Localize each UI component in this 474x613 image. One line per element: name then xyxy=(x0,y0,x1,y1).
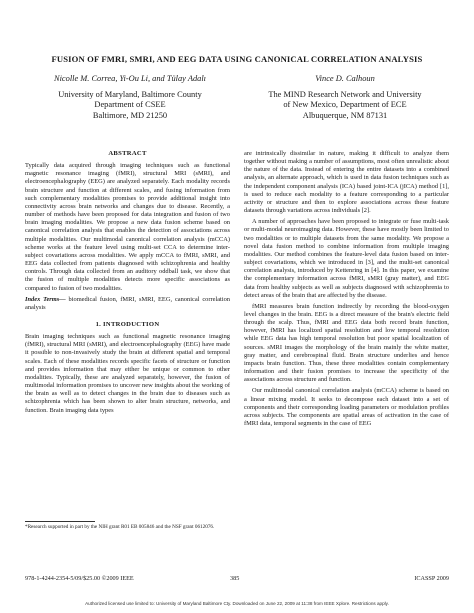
footer-page-number: 385 xyxy=(230,575,240,582)
index-terms xyxy=(25,296,230,312)
affiliation-left-1: University of Maryland, Baltimore County xyxy=(58,90,202,100)
authors-right xyxy=(245,74,445,121)
paper-title: FUSION OF FMRI, SMRI, AND EEG DATA USING CANONICAL CORRELATION ANALYSIS xyxy=(51,54,423,64)
affiliation-right-2: of New Mexico, Department of ECE xyxy=(283,100,407,110)
footer-conference: ICASSP 2009 xyxy=(414,575,449,582)
footer-isbn: 978-1-4244-2354-5/09/$25.00 ©2009 IEEE xyxy=(25,575,134,582)
right-paragraph-3: fMRI measures brain function indirectly by recording the blood-oxygen level changes in the brain. EEG is a direct measure of the brain's electric field through the scalp. Thus, fMRI and EEG data both record brain function, however, fMRI has localized spatial resolution and low temporal resolution while EEG data has high temporal resolution but poor spatial localization of sources. sMRI images the morphology of the brain mainly the white matter, gray matter, and cerebrospinal fluid. Brain structure underlies and hence impacts brain function. Thus, these three modalities contain complementary information and their fusion promises to increase the specificity of the associations across structure and function. xyxy=(244,302,449,384)
index-terms-label: Index Terms— xyxy=(25,295,66,303)
left-column xyxy=(25,150,230,415)
intro-left-text: Brain imaging techniques such as functional magnetic resonance imaging (fMRI), structural MRI (sMRI), and electroencephalography (EEG) have made it possible to non-invasively study the brain at different spatial and temporal scales. Each of these modalities records specific facets of structure or function and provides information that may either be unique or common to other modalities. Typically, these are analyzed separately, however, the fusion of multimodal information promises to uncover new insights about the working of the brain as well as to detect changes in the brain due to diseases such as schizophrenia which has been shown to alter brain structure, networks, and function. Brain imaging data types xyxy=(25,333,230,414)
footnote-rule xyxy=(25,521,95,522)
author-names-left: Nicolle M. Correa, Yi-Ou Li, and Tülay Adalı xyxy=(54,74,206,83)
right-paragraph-1: are intrinsically dissimilar in nature, making it difficult to analyze them together without making a number of assumptions, most often unrealistic about the nature of the data. Instead of entering the entire datasets into a combined analysis, an alternate approach, which is used in data fusion techniques such as the independent component analysis (ICA) based joint-ICA (jICA) method [1], is used to reduce each modality to a feature corresponding to a particular activity or structure and then to explore associations across these feature datasets through variations across individuals [2]. xyxy=(244,150,449,215)
affiliation-left-2: Department of CSEE xyxy=(94,100,166,110)
section-1-heading: 1. INTRODUCTION xyxy=(95,320,160,328)
right-column xyxy=(244,150,449,428)
index-terms-text: biomedical fusion, fMRI, sMRI, EEG, canonical correlation analysis xyxy=(25,295,230,311)
license-notice: Authorized licensed use limited to: University of Maryland Baltimore Cty. Downloaded on June 22, 2009 at 11:38 from IEEE Xplore. Restrictions apply. xyxy=(85,601,389,606)
affiliation-right-3: Albuquerque, NM 87131 xyxy=(302,110,388,120)
affiliation-left-3: Baltimore, MD 21250 xyxy=(92,110,168,120)
abstract-text: Typically data acquired through imaging techniques such as functional magnetic resonance imaging (fMRI), structural MRI (sMRI), and electroencephalography (EEG) are analyzed separately. Each modality records brain structure and function at different scales, and fusing information from such complementary modalities promises to provide additional insight into connectivity across brain networks and changes due to disease. Recently, a number of methods have been proposed for data integration and fusion of two brain imaging modalities. We propose a new data fusion scheme based on canonical correlation analysis that enables the detection of associations across multiple modalities. Our multimodal canonical correlation analysis (mCCA) scheme works at the feature level using multi-set CCA to determine inter-subject covariations across modalities. We apply mCCA to fMRI, sMRI, and EEG data collected from patients diagnosed with schizophrenia and healthy controls. Through data collected from an auditory oddball task, we show that the fusion of multiple modalities detects more specific associations as compared to fusion of two modalities. xyxy=(25,162,230,292)
authors-left xyxy=(30,74,230,121)
footnote: *Research supported in part by the NIH grant R01 EB 005846 and the NSF grant 0612076. xyxy=(25,524,215,530)
right-paragraph-4: Our multimodal canonical correlation analysis (mCCA) scheme is based on a linear mixing model. It seeks to decompose each dataset into a set of components and their corresponding loading parameters or modulation profiles across subjects. The components are spatial areas of activation in the case of fMRI data, temporal segments in the case of EEG xyxy=(244,387,449,427)
right-paragraph-2: A number of approaches have been proposed to integrate or fuse multi-task or multi-modal neuroimaging data. However, these have mostly been limited to two modalities or to multiple datasets from the same modality. We propose a novel data fusion method to combine information from multiple imaging modalities. Our method combines the feature-level data fusion based on inter-subject covariations, which we introduced in [3], and the multi-set canonical correlation analysis, introduced by Kettenring in [4]. In this paper, we examine the complementary information across fMRI, sMRI (gray matter), and EEG data from healthy subjects as well as subjects diagnosed with schizophrenia to detect areas of the brain that are affected by the disease. xyxy=(244,218,449,299)
affiliation-right-1: The MIND Research Network and University xyxy=(268,90,422,100)
abstract-heading: ABSTRACT xyxy=(108,150,147,157)
author-names-right: Vince D. Calhoun xyxy=(315,74,375,83)
